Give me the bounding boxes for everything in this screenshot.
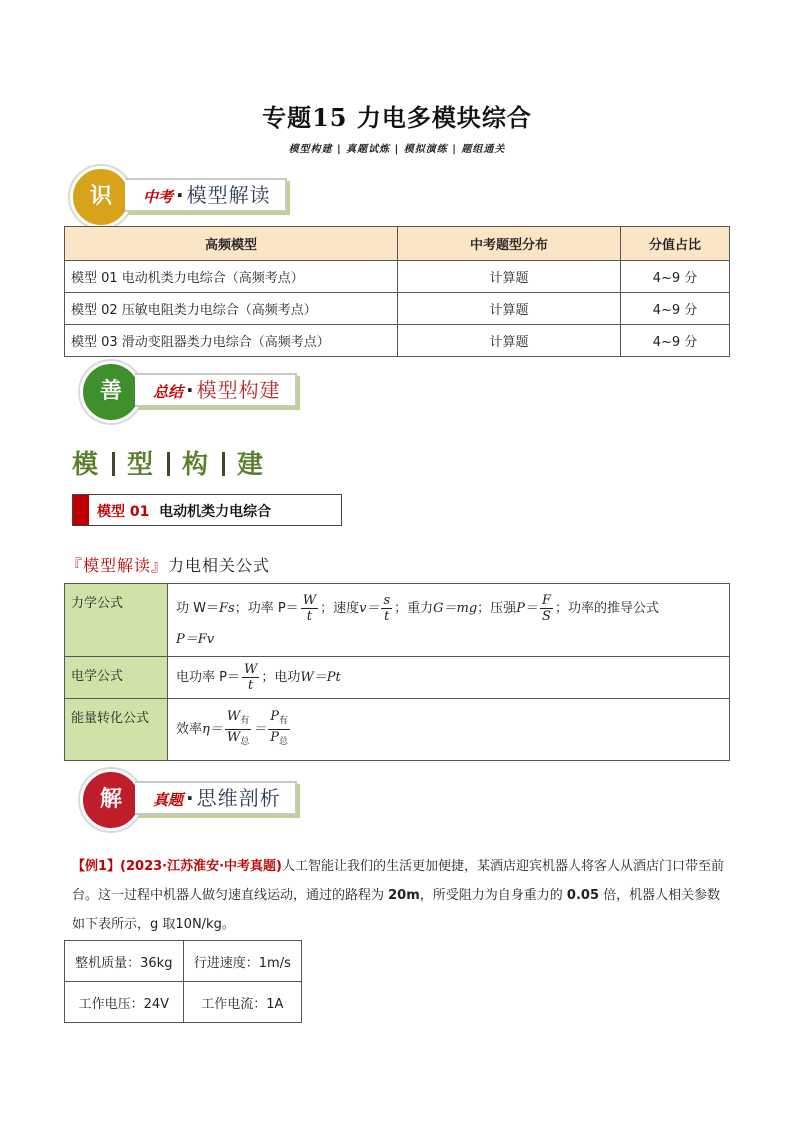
heading-char: 建 — [237, 450, 266, 480]
model-label: 电动机类力电综合 — [159, 504, 272, 520]
param-cell: 工作电流：1A — [183, 982, 301, 1023]
formula-label: 电学公式 — [65, 657, 168, 699]
cell-distribution: 计算题 — [398, 261, 621, 293]
table-row — [65, 982, 302, 1023]
fraction — [381, 593, 392, 624]
table-row — [65, 584, 730, 657]
formula: P＝Fv — [176, 632, 215, 647]
formula: ＝ — [253, 722, 267, 737]
subscript: 总 — [278, 737, 288, 747]
formula-label: 能量转化公式 — [65, 699, 168, 761]
formula: G＝mg — [433, 601, 478, 616]
fraction — [268, 709, 290, 750]
heading-separator — [112, 452, 115, 476]
example-value: 0.05 — [566, 888, 599, 903]
fraction — [225, 709, 251, 750]
heading-separator — [167, 452, 170, 476]
subscript: 有 — [240, 716, 250, 726]
section-title: 模型构建 — [196, 378, 281, 402]
formula: v＝ — [359, 601, 380, 616]
text: 功 W＝ — [176, 601, 219, 616]
table-row — [65, 261, 730, 293]
energy-formulas — [168, 699, 730, 761]
numerator: W — [302, 593, 317, 608]
table-row — [65, 699, 730, 761]
example-source: (2023·江苏淮安·中考真题) — [120, 859, 282, 874]
heading-separator — [222, 452, 225, 476]
model-01-box — [72, 494, 342, 526]
symbol: W — [226, 709, 241, 724]
text: ；重力 — [394, 601, 434, 616]
numerator: F — [541, 593, 551, 608]
table-row — [65, 325, 730, 357]
heading-char: 构 — [182, 450, 211, 480]
text: ；电功 — [261, 670, 301, 685]
example-value: g 取10N/kg — [150, 917, 222, 932]
fraction — [242, 662, 259, 693]
denominator: t — [248, 678, 254, 693]
fraction — [540, 593, 553, 624]
text: 效率 — [176, 722, 203, 737]
example-text: 。 — [221, 917, 235, 932]
example-label: 【例1】 — [72, 859, 121, 874]
table-header-row — [65, 227, 730, 261]
formula-table — [64, 583, 730, 761]
cell-model: 模型 02 压敏电阻类力电综合（高频考点） — [65, 293, 398, 325]
text: ；功率 P＝ — [234, 601, 299, 616]
header-model: 高频模型 — [65, 227, 398, 261]
text: 电功率 P＝ — [176, 670, 240, 685]
section-dot: · — [176, 183, 184, 207]
section-tag: 总结 — [153, 383, 184, 401]
page-subtitle: 模型构建 | 真题试炼 | 模拟演练 | 题组通关 — [288, 144, 506, 155]
formula: W＝Pt — [300, 670, 341, 685]
cell-model: 模型 03 滑动变阻器类力电综合（高频考点） — [65, 325, 398, 357]
page-title: 专题15 力电多模块综合 — [262, 103, 532, 132]
section-badge-icon: 善 — [80, 361, 142, 423]
section-dot: · — [186, 786, 194, 810]
section-tag: 真题 — [153, 791, 184, 809]
symbol: P — [270, 730, 279, 745]
symbol: W — [226, 730, 241, 745]
section-badge-icon: 识 — [70, 166, 132, 228]
fraction — [301, 593, 318, 624]
electric-formulas — [168, 657, 730, 699]
numerator: s — [383, 593, 391, 608]
model-marker — [73, 495, 89, 525]
heading-char: 型 — [127, 450, 156, 480]
table-row — [65, 941, 302, 982]
denominator: t — [384, 609, 390, 624]
text: ；压强 — [477, 601, 517, 616]
mechanics-formulas — [168, 584, 730, 657]
table-row — [65, 657, 730, 699]
cell-score: 4~9 分 — [621, 293, 730, 325]
param-cell: 工作电压：24V — [65, 982, 184, 1023]
model-number: 模型 01 — [97, 504, 150, 520]
interp-bracket: 『模型解读』 — [66, 556, 169, 575]
header-distribution: 中考题型分布 — [398, 227, 621, 261]
denominator: S — [542, 609, 551, 624]
table-row — [65, 293, 730, 325]
section-title: 思维剖析 — [196, 786, 281, 810]
cell-distribution: 计算题 — [398, 293, 621, 325]
cell-score: 4~9 分 — [621, 261, 730, 293]
example-value: 20m — [388, 888, 420, 903]
formula: P＝ — [516, 601, 538, 616]
robot-params-table — [64, 940, 302, 1023]
formula: η＝ — [202, 722, 223, 737]
denominator: t — [306, 609, 312, 624]
symbol: P — [270, 709, 279, 724]
section-tag: 中考 — [143, 188, 174, 206]
heading-char: 模 — [72, 450, 101, 480]
example-problem — [72, 852, 732, 939]
example-text: 倍，机器人相关参数如下表所示， — [72, 888, 721, 932]
text: ；速度 — [320, 601, 360, 616]
cell-score: 4~9 分 — [621, 325, 730, 357]
param-cell: 行进速度：1m/s — [183, 941, 301, 982]
interp-text: 力电相关公式 — [168, 556, 271, 575]
subscript: 总 — [240, 737, 250, 747]
header-score: 分值占比 — [621, 227, 730, 261]
example-text: ，所受阻力为自身重力的 — [419, 888, 567, 903]
example-text: 人工智能让我们的生活更加便捷，某酒店迎宾机器人将客人从酒店门口带至前台。这一过程中机器人做匀速直线运动，通过的路程为 — [72, 859, 725, 903]
model-build-heading — [72, 444, 265, 481]
formula-label: 力学公式 — [65, 584, 168, 657]
section-badge-icon: 解 — [80, 769, 142, 831]
cell-model: 模型 01 电动机类力电综合（高频考点） — [65, 261, 398, 293]
param-cell: 整机质量：36kg — [65, 941, 184, 982]
text: ；功率的推导公式 — [554, 601, 659, 616]
cell-distribution: 计算题 — [398, 325, 621, 357]
frequency-table — [64, 226, 730, 357]
subscript: 有 — [278, 716, 288, 726]
model-interpretation-heading — [66, 553, 270, 576]
formula: Fs — [219, 601, 235, 616]
section-title: 模型解读 — [186, 183, 271, 207]
section-dot: · — [186, 378, 194, 402]
numerator: W — [243, 662, 258, 677]
